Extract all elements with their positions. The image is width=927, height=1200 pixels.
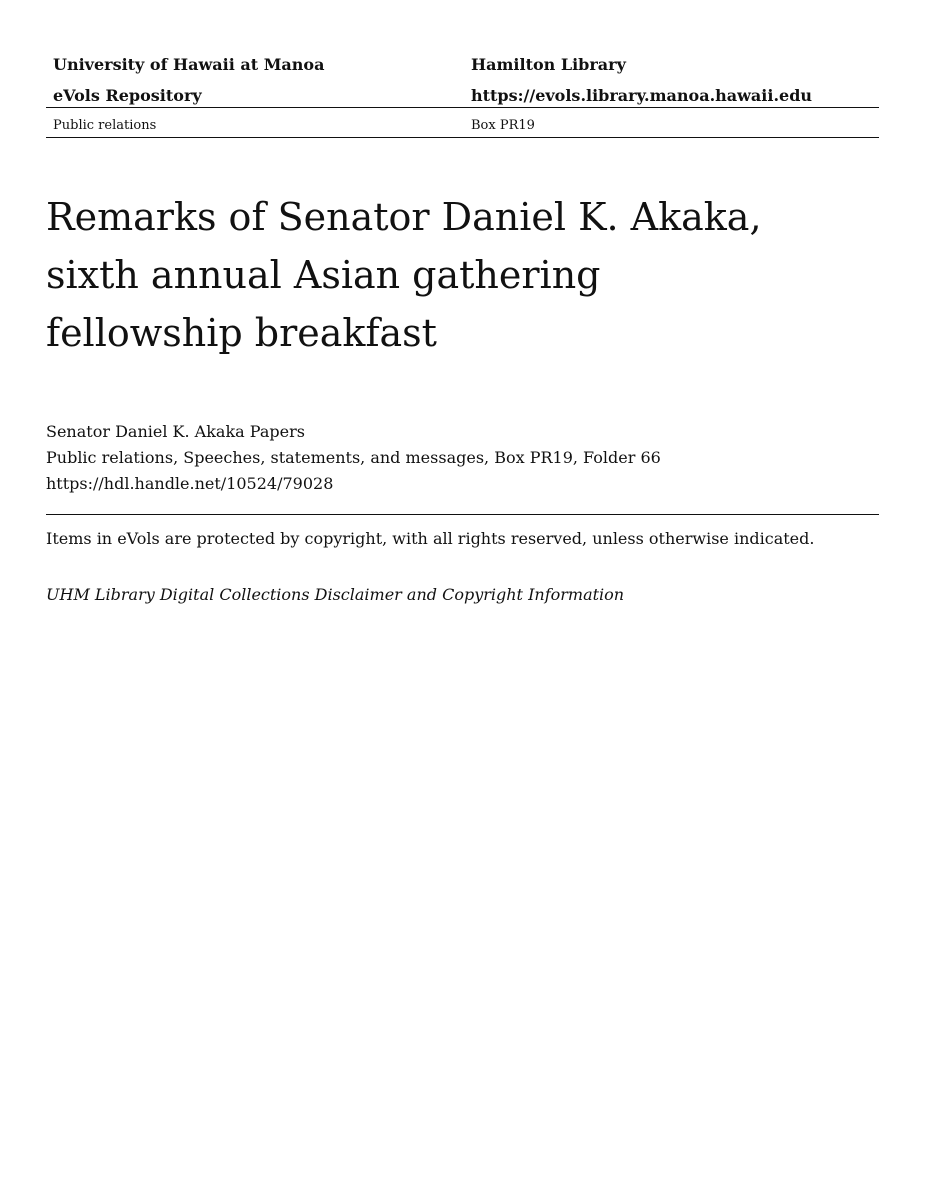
document-metadata xyxy=(46,419,879,497)
header-divider xyxy=(46,107,879,108)
repository-url-link[interactable]: https://evols.library.manoa.hawaii.edu xyxy=(471,86,813,105)
title-line-3: fellowship breakfast xyxy=(46,311,437,355)
header-row-2 xyxy=(46,83,879,114)
subrow-divider xyxy=(46,137,879,138)
title-line-1: Remarks of Senator Daniel K. Akaka, xyxy=(46,195,762,239)
institution-name: University of Hawaii at Manoa xyxy=(53,55,325,74)
handle-link[interactable]: https://hdl.handle.net/10524/79028 xyxy=(46,474,334,493)
box-label: Box PR19 xyxy=(471,118,535,133)
folder-location: Public relations, Speeches, statements, and messages, Box PR19, Folder 66 xyxy=(46,448,661,467)
footer-divider xyxy=(46,514,879,515)
repository-name: eVols Repository xyxy=(53,86,202,105)
library-name: Hamilton Library xyxy=(471,55,626,74)
header-subrow xyxy=(46,116,879,136)
disclaimer-link[interactable]: UHM Library Digital Collections Disclaimer and Copyright Information xyxy=(46,585,625,604)
collection-name: Senator Daniel K. Akaka Papers xyxy=(46,422,305,441)
copyright-notice: Items in eVols are protected by copyright, with all rights reserved, unless otherwise indicated. xyxy=(46,529,815,548)
title-line-2: sixth annual Asian gathering xyxy=(46,253,601,297)
document-title xyxy=(46,188,826,362)
header-table xyxy=(46,52,879,114)
collection-area: Public relations xyxy=(53,118,157,133)
header-row-1 xyxy=(46,52,879,83)
